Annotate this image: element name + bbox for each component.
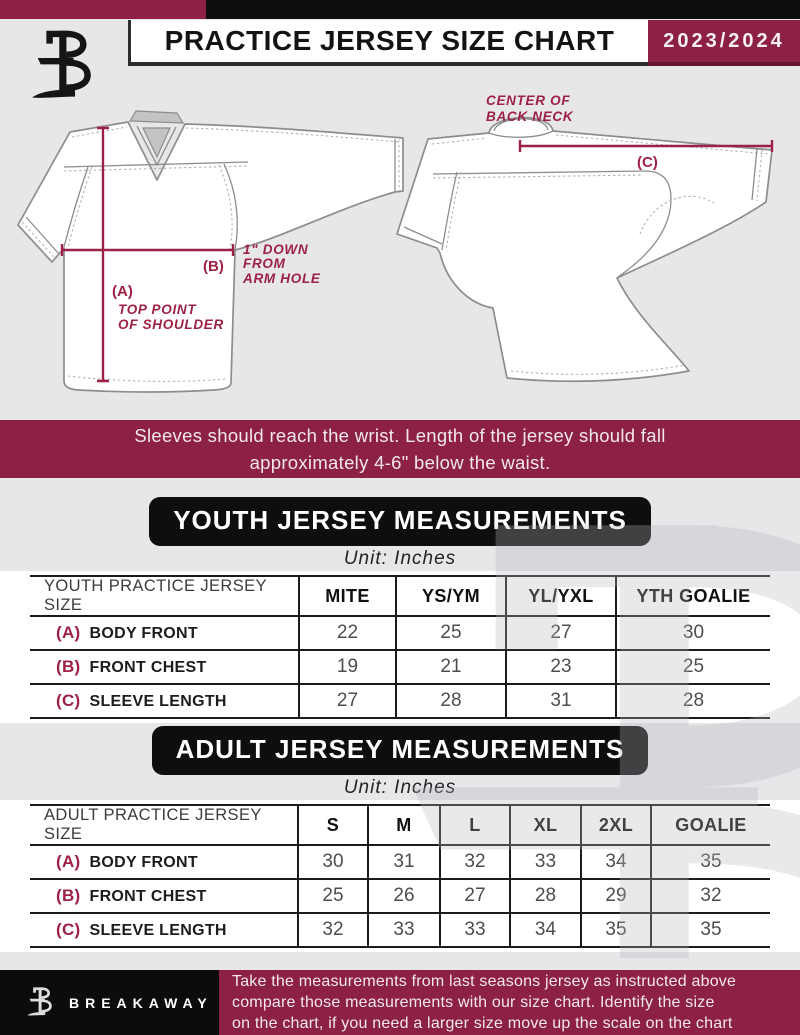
season-label: 2023/2024	[663, 29, 785, 52]
youth-unit-label: Unit: Inches	[343, 548, 457, 569]
breakaway-footer-logo	[26, 985, 56, 1021]
cell: 28	[396, 684, 506, 718]
youth-table-band	[0, 571, 800, 723]
cell: 34	[510, 913, 581, 947]
youth-row-header: YOUTH PRACTICE JERSEY SIZE	[30, 576, 299, 616]
fit-instruction-banner	[0, 420, 800, 478]
cell: 33	[510, 845, 581, 879]
cell: 27	[506, 616, 616, 650]
youth-row-2-label: (C) SLEEVE LENGTH	[30, 684, 299, 718]
cell: 30	[616, 616, 770, 650]
label-a-caption-1: TOP POINT	[118, 302, 197, 317]
cell: 35	[651, 845, 770, 879]
fit-instruction-line-1: Sleeves should reach the wrist. Length of the jersey should fall	[134, 425, 666, 446]
jersey-measurement-diagram	[0, 62, 800, 420]
label-b-caption-3: ARM HOLE	[243, 271, 321, 286]
cell: 28	[510, 879, 581, 913]
adult-heading-box: ADULT JERSEY MEASUREMENTS	[152, 726, 649, 775]
cell: 25	[616, 650, 770, 684]
label-a-tag: (A)	[112, 283, 133, 300]
title-banner	[128, 20, 648, 66]
label-b-caption-1: 1" DOWN	[243, 242, 309, 257]
cell: 27	[440, 879, 510, 913]
youth-heading-box: YOUTH JERSEY MEASUREMENTS	[149, 497, 651, 546]
page-title: PRACTICE JERSEY SIZE CHART	[164, 25, 615, 56]
cell: 27	[299, 684, 396, 718]
cell: 28	[616, 684, 770, 718]
adult-col-2: L	[440, 805, 510, 845]
table-row	[30, 879, 770, 913]
table-row	[30, 616, 770, 650]
adult-col-0: S	[298, 805, 368, 845]
adult-col-1: M	[368, 805, 440, 845]
cell: 31	[368, 845, 440, 879]
label-b-caption-2: FROM	[243, 256, 286, 271]
cell: 19	[299, 650, 396, 684]
cell: 25	[298, 879, 368, 913]
label-b-tag: (B)	[203, 258, 224, 275]
cell: 31	[506, 684, 616, 718]
youth-row-1-label: (B) FRONT CHEST	[30, 650, 299, 684]
youth-col-1: YS/YM	[396, 576, 506, 616]
table-row	[30, 650, 770, 684]
table-row	[30, 845, 770, 879]
adult-row-header: ADULT PRACTICE JERSEY SIZE	[30, 805, 298, 845]
cell: 32	[651, 879, 770, 913]
cell: 32	[298, 913, 368, 947]
footer-line-1: Take the measurements from last seasons jersey as instructed above	[232, 973, 737, 990]
cell: 32	[440, 845, 510, 879]
youth-row-0-label: (A) BODY FRONT	[30, 616, 299, 650]
youth-col-0: MITE	[299, 576, 396, 616]
adult-unit-label: Unit: Inches	[343, 777, 457, 798]
adult-col-3: XL	[510, 805, 581, 845]
cell: 34	[581, 845, 651, 879]
youth-header-row	[30, 576, 770, 616]
footer-brand-block	[0, 970, 219, 1035]
label-c-tag: (C)	[637, 154, 658, 171]
youth-col-2: YL/YXL	[506, 576, 616, 616]
youth-section-heading	[0, 497, 800, 546]
adult-table-band	[0, 800, 800, 952]
cell: 33	[440, 913, 510, 947]
season-banner	[648, 20, 800, 66]
header-top-strip	[0, 0, 800, 19]
adult-row-0-label: (A) BODY FRONT	[30, 845, 298, 879]
table-row	[30, 913, 770, 947]
adult-size-table	[30, 804, 770, 948]
youth-col-3: YTH GOALIE	[616, 576, 770, 616]
label-c-caption-2: BACK NECK	[486, 109, 574, 124]
adult-row-2-label: (C) SLEEVE LENGTH	[30, 913, 298, 947]
label-c-caption-1: CENTER OF	[486, 93, 571, 108]
cell: 23	[506, 650, 616, 684]
adult-col-4: 2XL	[581, 805, 651, 845]
cell: 26	[368, 879, 440, 913]
adult-row-1-label: (B) FRONT CHEST	[30, 879, 298, 913]
header-top-strip-accent	[0, 0, 206, 19]
footer-line-2: compare those measurements with our size chart. Identify the size	[232, 994, 715, 1011]
fit-instruction-line-2: approximately 4-6" below the waist.	[249, 452, 551, 473]
cell: 35	[581, 913, 651, 947]
cell: 30	[298, 845, 368, 879]
footer-line-3: on the chart, if you need a larger size move up the scale on the chart	[232, 1015, 733, 1032]
cell: 35	[651, 913, 770, 947]
front-jersey-drawing	[18, 111, 403, 392]
cell: 21	[396, 650, 506, 684]
footer	[0, 970, 800, 1035]
cell: 22	[299, 616, 396, 650]
adult-section-heading	[0, 726, 800, 775]
adult-col-5: GOALIE	[651, 805, 770, 845]
back-jersey-drawing	[397, 118, 772, 382]
table-row	[30, 684, 770, 718]
cell: 25	[396, 616, 506, 650]
youth-size-table	[30, 575, 770, 719]
adult-header-row	[30, 805, 770, 845]
label-a-caption-2: OF SHOULDER	[118, 317, 224, 332]
brand-name: BREAKAWAY	[69, 994, 213, 1011]
cell: 33	[368, 913, 440, 947]
cell: 29	[581, 879, 651, 913]
footer-instructions	[219, 970, 800, 1035]
